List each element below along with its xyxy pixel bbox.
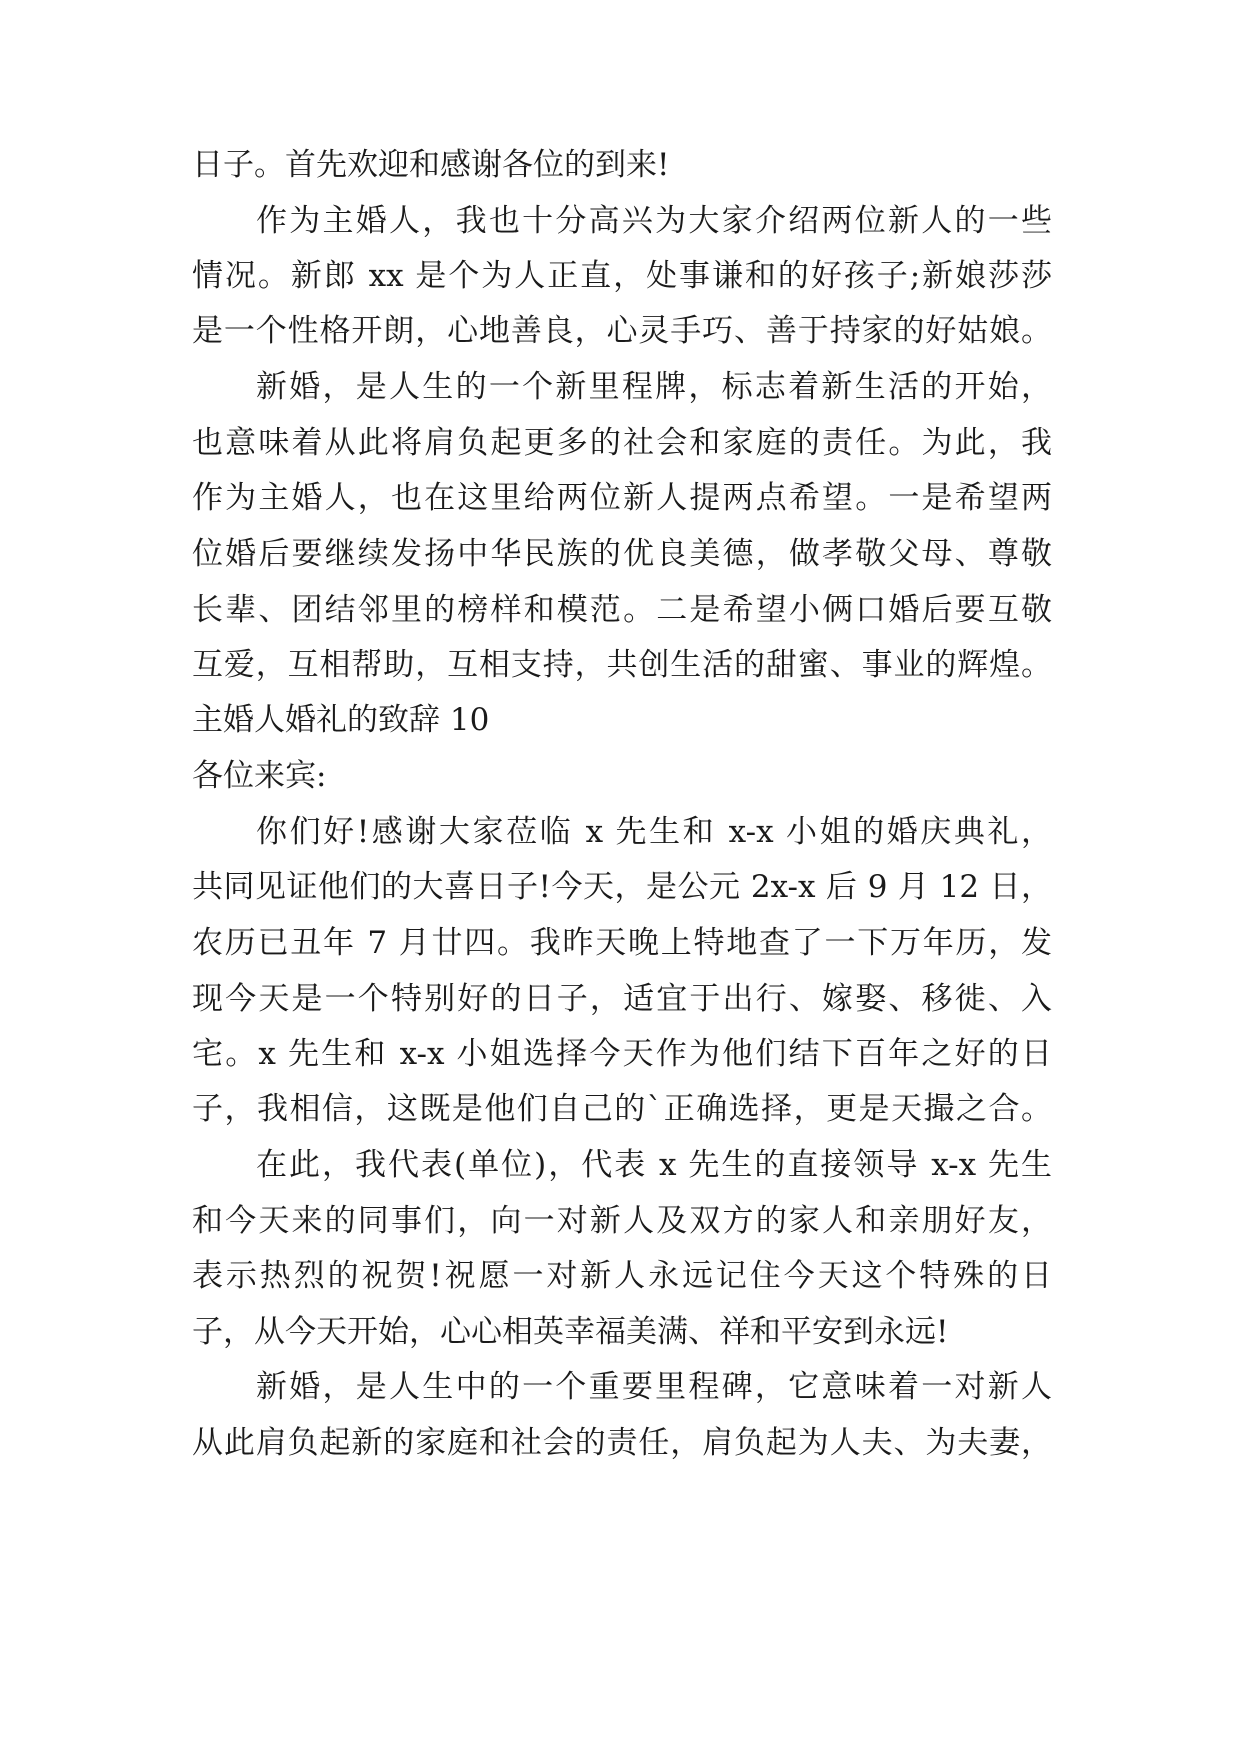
text-line: 共同见证他们的大喜日子!今天，是公元 2x-x 后 9 月 12 日， [192,869,1052,905]
text-line: 位婚后要继续发扬中华民族的优良美德，做孝敬父母、尊敬 [192,536,1052,572]
text-line: 是一个性格开朗，心地善良，心灵手巧、善于持家的好姑娘。 [192,313,1052,349]
text-line: 新婚，是人生的一个新里程牌，标志着新生活的开始， [256,369,1052,405]
text-line: 你们好!感谢大家莅临 x 先生和 x-x 小姐的婚庆典礼， [256,814,1052,850]
text-line: 情况。新郎 xx 是个为人正直，处事谦和的好孩子;新娘莎莎 [192,258,1052,294]
text-line: 作为主婚人，我也十分高兴为大家介绍两位新人的一些 [256,203,1052,239]
text-line: 也意味着从此将肩负起更多的社会和家庭的责任。为此，我 [192,425,1052,461]
text-line: 现今天是一个特别好的日子，适宜于出行、嫁娶、移徙、入 [192,981,1052,1017]
text-line: 农历已丑年 7 月廿四。我昨天晚上特地查了一下万年历，发 [192,925,1052,961]
text-line: 长辈、团结邻里的榜样和模范。二是希望小俩口婚后要互敬 [192,592,1052,628]
text-line: 在此，我代表(单位)，代表 x 先生的直接领导 x-x 先生 [256,1147,1052,1183]
text-line: 子，我相信，这既是他们自己的`正确选择，更是天撮之合。 [192,1091,1052,1127]
text-line: 作为主婚人，也在这里给两位新人提两点希望。一是希望两 [192,480,1052,516]
text-line: 表示热烈的祝贺!祝愿一对新人永远记住今天这个特殊的日 [192,1258,1052,1294]
section-heading: 主婚人婚礼的致辞 10 [192,702,490,738]
text-line: 新婚，是人生中的一个重要里程碑，它意味着一对新人 [256,1369,1052,1405]
salutation: 各位来宾: [192,758,327,794]
text-line: 从此肩负起新的家庭和社会的责任，肩负起为人夫、为夫妻， [192,1425,1052,1461]
text-line: 日子。首先欢迎和感谢各位的到来! [192,147,670,183]
text-line: 互爱，互相帮助，互相支持，共创生活的甜蜜、事业的辉煌。 [192,647,1052,683]
text-line: 宅。x 先生和 x-x 小姐选择今天作为他们结下百年之好的日 [192,1036,1052,1072]
text-line: 和今天来的同事们，向一对新人及双方的家人和亲朋好友， [192,1203,1052,1239]
text-line: 子，从今天开始，心心相英幸福美满、祥和平安到永远! [192,1314,949,1350]
